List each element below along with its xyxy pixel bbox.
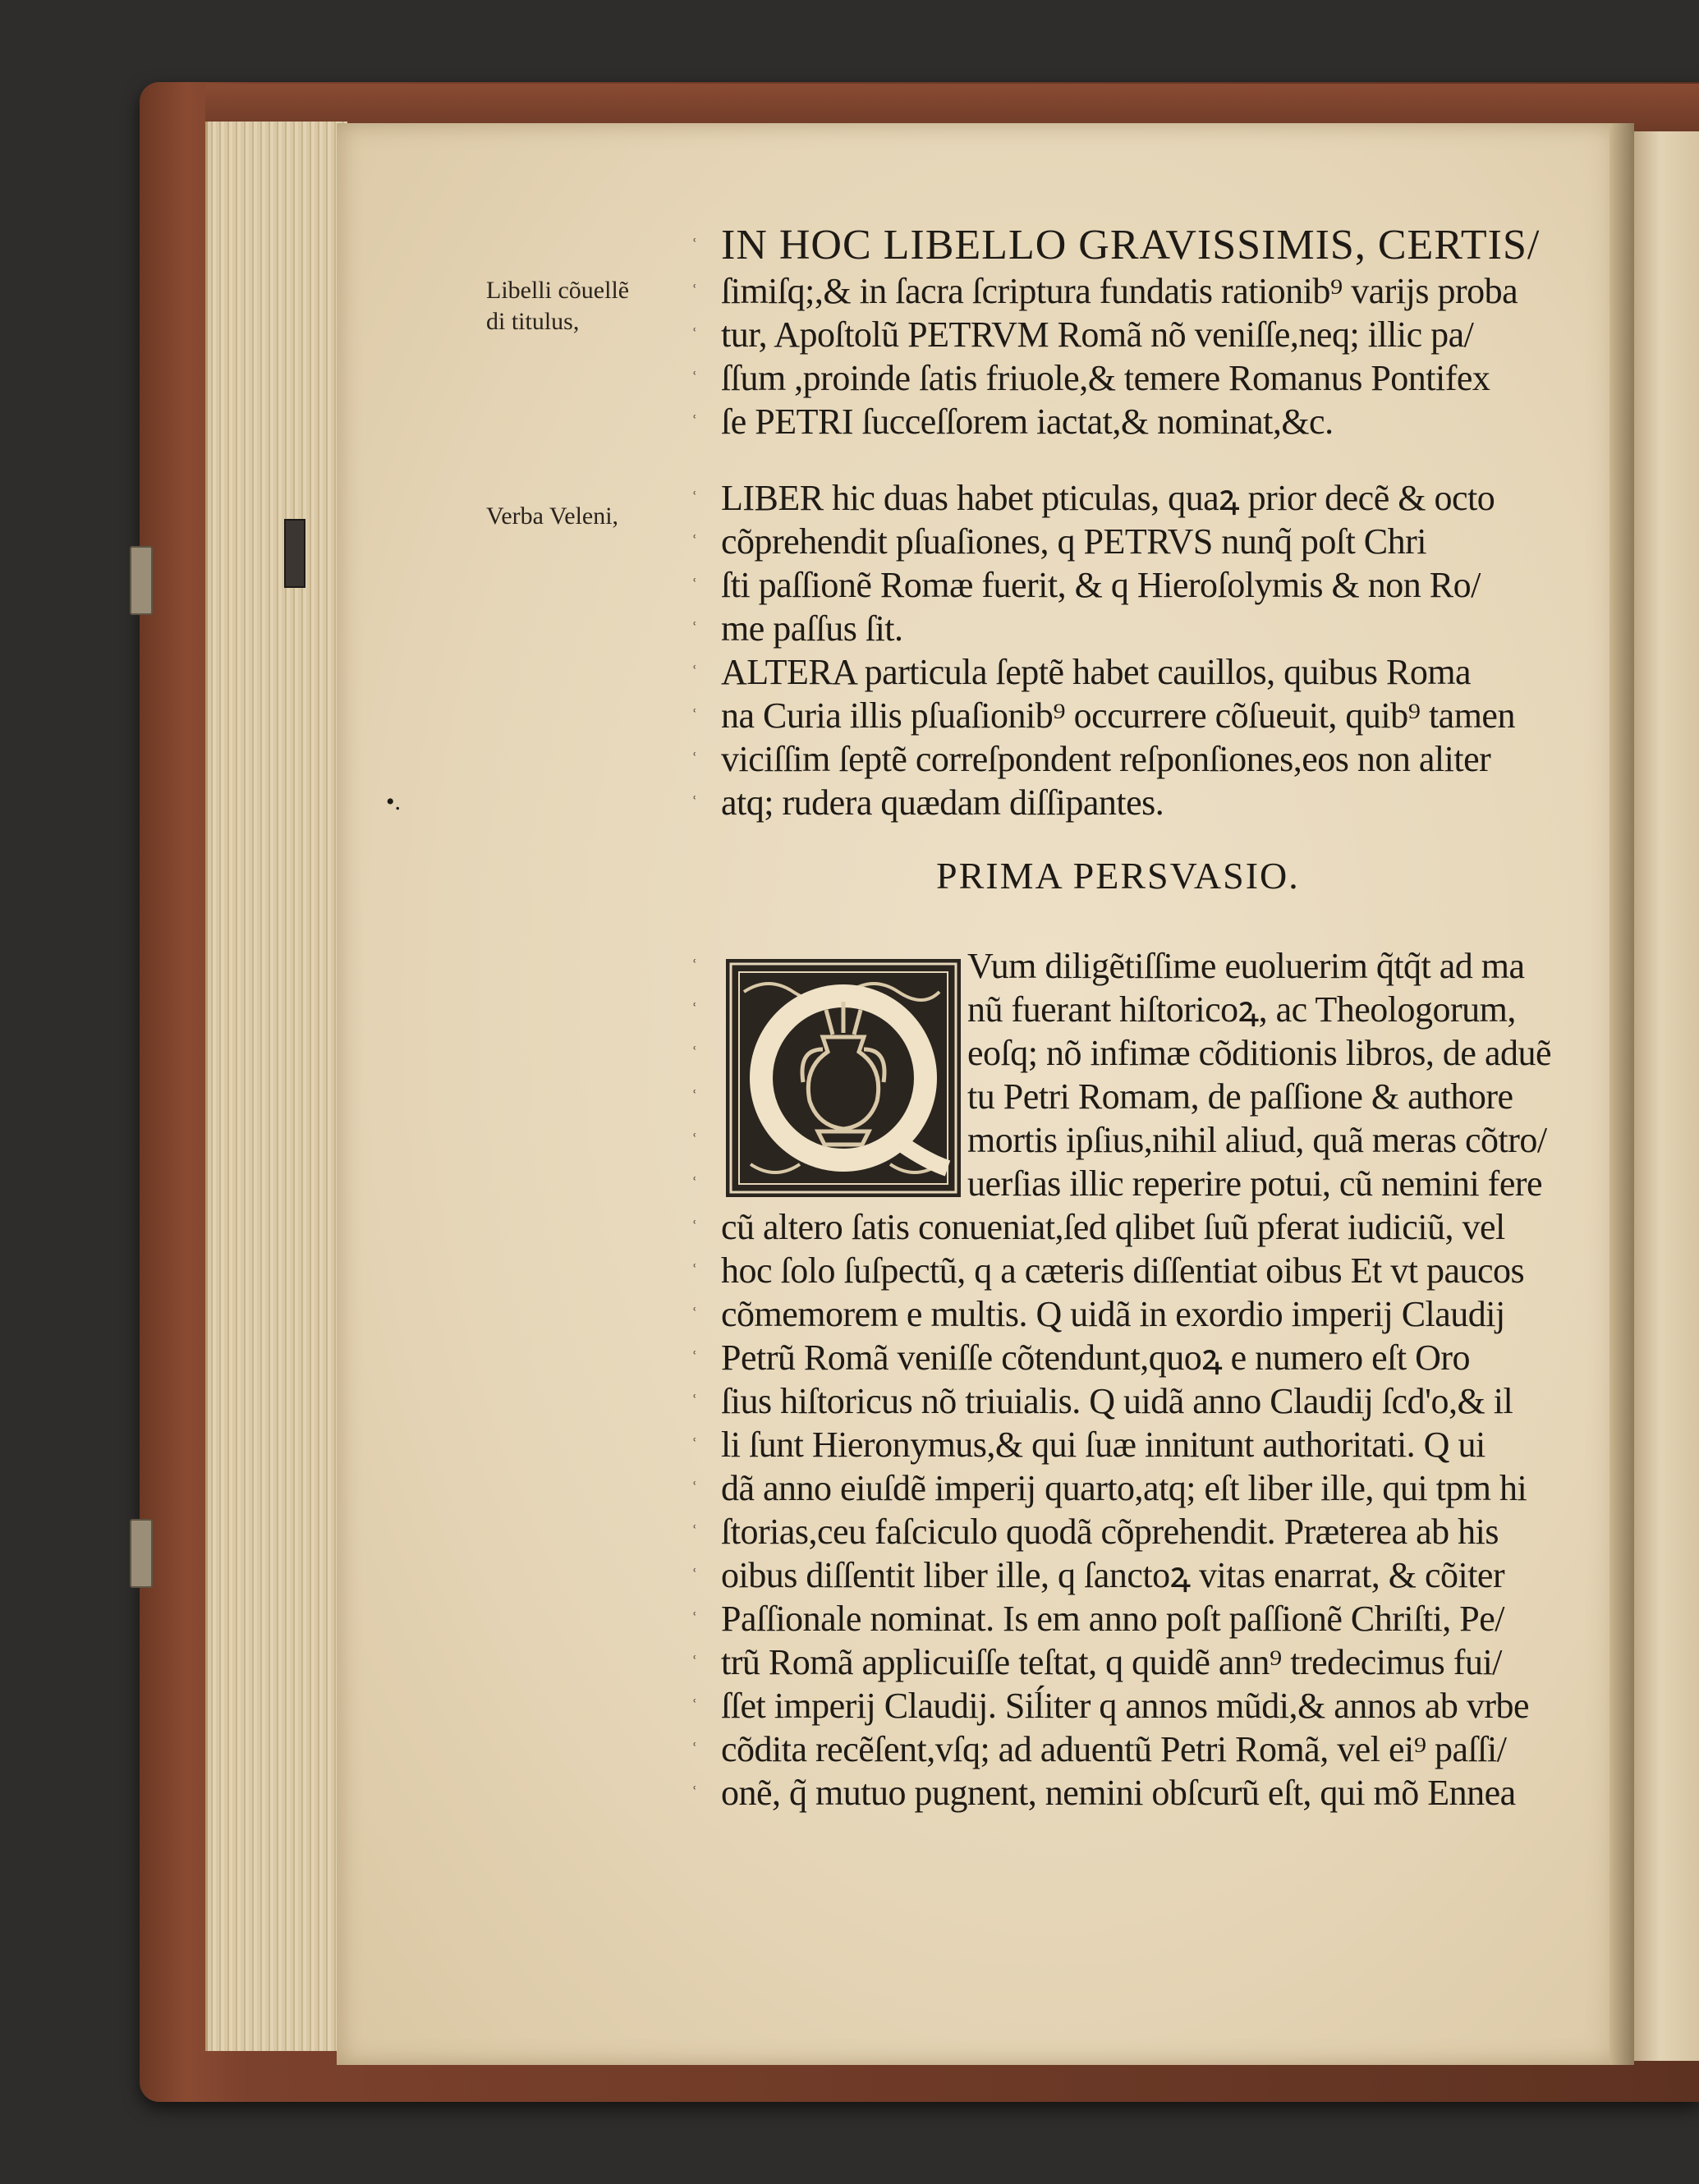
quote-mark: ʿ (691, 1043, 698, 1063)
body-line: cõdita recẽſent,vſq; ad aduentũ Petri Romã, vel ei⁹ paſſi/ (721, 1729, 1507, 1769)
quote-mark: ʿ (691, 1521, 698, 1542)
quote-mark: ʿ (691, 1217, 698, 1237)
quote-mark: ʿ (691, 368, 698, 388)
liber-line: cõprehendit pſuaſiones, q PETRVS nunq̃ poſt Chri (721, 521, 1427, 562)
quote-mark: ʿ (691, 575, 698, 595)
quote-mark: ʿ (691, 488, 698, 508)
section-heading: PRIMA PERSVASIO. (936, 855, 1300, 897)
quote-mark: ʿ (691, 1434, 698, 1455)
quote-mark: ʿ (691, 1565, 698, 1585)
woodcut-initial (726, 959, 961, 1197)
quote-mark: ʿ (691, 1130, 698, 1150)
bookmark-ribbon (284, 519, 305, 588)
body-line: ſius hiſtoricus nõ triuialis. Q uidã anno Claudij ſcd'o,& il (721, 1381, 1513, 1421)
indented-line: nũ fuerant hiſtoricoꝝ, ac Theologorum, (967, 989, 1516, 1030)
body-line: cũ altero ſatis conueniat,ſed qlibet ſuũ pferat iudiciũ, vel (721, 1207, 1505, 1247)
quote-mark: ʿ (691, 411, 698, 432)
quote-mark: ʿ (691, 618, 698, 639)
liber-line: na Curia illis pſuaſionib⁹ occurrere cõſueuit, quib⁹ tamen (721, 695, 1515, 736)
title-line: ſimiſq;,& in ſacra ſcriptura fundatis rationib⁹ varijs proba (721, 271, 1518, 311)
body-line: dã anno eiuſdẽ imperij quarto,atq; eſt liber ille, qui tpm hi (721, 1468, 1527, 1508)
quote-mark: ʿ (691, 705, 698, 726)
liber-line: atq; rudera quædam diſſipantes. (721, 782, 1164, 823)
indented-line: tu Petri Romam, de paſſione & authore (967, 1076, 1513, 1117)
body-line: oibus diſſentit liber ille, q ſanctoꝝ vitas enarrat, & cõiter (721, 1555, 1505, 1595)
quote-mark: ʿ (691, 1478, 698, 1498)
quote-mark: ʿ (691, 999, 698, 1020)
body-line: cõmemorem e multis. Q uidã in exordio imperij Claudij (721, 1294, 1505, 1334)
quote-mark: ʿ (691, 792, 698, 813)
indented-line: Vum diligẽtiſſime euoluerim q̃tq̃t ad ma (967, 946, 1525, 986)
quote-mark: ʿ (691, 235, 698, 255)
facing-page-edge (1634, 131, 1699, 2061)
body-line: Petrũ Romã veniſſe cõtendunt,quoꝝ e numero eſt Oro (721, 1337, 1470, 1378)
quote-mark: ʿ (691, 1260, 698, 1281)
margin-mark: •. (386, 788, 402, 815)
quote-mark: ʿ (691, 1695, 698, 1716)
title-line: tur, Apoſtolũ PETRVM Romã nõ veniſſe,neq; illic pa/ (721, 314, 1474, 355)
page-stack-edge (205, 122, 347, 2051)
indented-line: mortis ipſius,nihil aliud, quã meras cõtro/ (967, 1120, 1547, 1160)
quote-mark: ʿ (691, 1347, 698, 1368)
liber-line: viciſſim ſeptẽ correſpondent reſponſiones,eos non aliter (721, 739, 1491, 779)
quote-mark: ʿ (691, 324, 698, 345)
quote-mark: ʿ (691, 1608, 698, 1629)
quote-mark: ʿ (691, 1739, 698, 1760)
body-line: hoc ſolo ſuſpectũ, q a cæteris diſſentiat oibus Et vt paucos (721, 1250, 1525, 1291)
quote-mark: ʿ (691, 1652, 698, 1672)
quote-mark: ʿ (691, 1783, 698, 1803)
indented-line: uerſias illic reperire potui, cũ nemini fere (967, 1163, 1543, 1204)
quote-mark: ʿ (691, 1086, 698, 1107)
quote-mark: ʿ (691, 662, 698, 682)
quote-mark: ʿ (691, 281, 698, 301)
clasp-upper (130, 546, 153, 615)
page-gutter (1609, 123, 1634, 2065)
marginal-note-title (486, 275, 629, 337)
liber-line: ſti paſſionẽ Romæ fuerit, & q Hieroſolymis & non Ro/ (721, 565, 1481, 605)
liber-line: ALTERA particula ſeptẽ habet cauillos, quibus Roma (721, 652, 1472, 692)
quote-mark: ʿ (691, 1391, 698, 1411)
marginal-note-veleni: Verba Veleni, (486, 502, 619, 530)
body-line: ſſet imperij Claudij. Siĺiter q annos mũdi,& annos ab vrbe (721, 1686, 1530, 1726)
marginal-note-line: Libelli cõuellẽ (486, 277, 630, 304)
liber-line: LIBER hic duas habet pticulas, quaꝝ prior decẽ & octo (721, 478, 1495, 518)
indented-line: eoſq; nõ infimæ cõditionis libros, de aduẽ (967, 1033, 1552, 1073)
body-line: trũ Romã applicuiſſe teſtat, q quidẽ ann⁹ tredecimus fui/ (721, 1642, 1502, 1682)
marginal-note-line: di titulus, (486, 308, 580, 335)
body-line: ſtorias,ceu faſciculo quodã cõprehendit. Præterea ab his (721, 1512, 1499, 1552)
title-line: ſſum ,proinde ſatis friuole,& temere Romanus Pontifex (721, 358, 1490, 398)
quote-mark: ʿ (691, 531, 698, 552)
title-line: ſe PETRI ſucceſſorem iactat,& nominat,&c. (721, 401, 1334, 442)
body-line: li ſunt Hieronymus,& qui ſuæ innitunt authoritati. Q ui (721, 1425, 1485, 1465)
quote-mark: ʿ (691, 1304, 698, 1324)
title-line: IN HOC LIBELLO GRAVISSIMIS, CERTIS/ (721, 222, 1541, 268)
quote-mark: ʿ (691, 956, 698, 976)
body-line: onẽ, q̃ mutuo pugnent, nemini obſcurũ eſt, qui mõ Ennea (721, 1773, 1516, 1813)
liber-line: me paſſus ſit. (721, 608, 903, 649)
body-line: Paſſionale nominat. Is em anno poſt paſſionẽ Chriſti, Pe/ (721, 1599, 1505, 1639)
clasp-lower (130, 1519, 153, 1588)
quote-mark: ʿ (691, 749, 698, 769)
quote-mark: ʿ (691, 1173, 698, 1194)
